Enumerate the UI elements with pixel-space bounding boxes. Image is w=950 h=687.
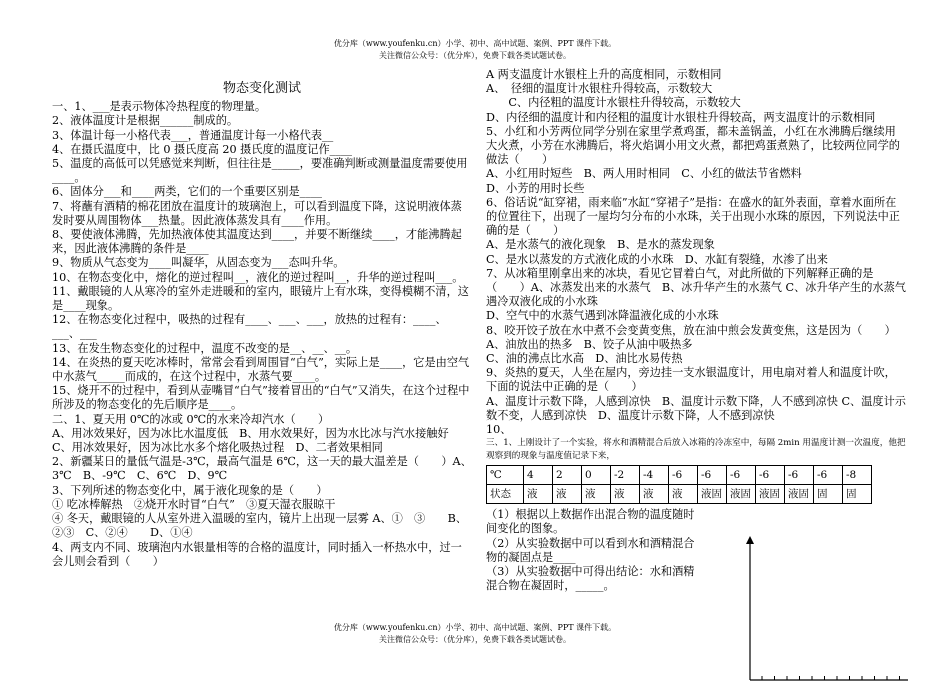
right-column	[486, 68, 906, 594]
left-line: 7、将蘸有酒精的棉花团放在温度计的玻璃泡上，可以看到温度下降，这说明液体蒸发时要从周围物体___热量。因此液体蒸发具有____作用。	[52, 199, 462, 227]
left-column	[52, 82, 472, 569]
table-cell: 液	[553, 485, 582, 504]
right-line: 8、咬开饺子放在水中煮不会变黄变焦，放在油中煎会发黄变焦，这是因为（ ）A、油放出的热多 B、饺子从油中吸热多	[486, 323, 896, 351]
left-line: 9、物质从气态变为____叫凝华，从固态变为___态叫升华。	[52, 256, 345, 270]
right-line: A 两支温度计水银柱上升的高度相同，示数相同	[486, 68, 722, 81]
blank-graph-axes	[710, 536, 910, 686]
sub-question: （2）从实验数据中可以看到水和酒精混合物的凝固点是____	[486, 536, 695, 564]
right-line: 9、炎热的夏天，人坐在屋内，旁边挂一支水银温度计，用电扇对着人和温度计吹，下面的说法中正确的是（ ）	[486, 366, 896, 394]
left-line: 15、烧开不的过程中，看到从壶嘴冒“白气”接着冒出的“白气”又消失，在这个过程中所涉及的物态变化的先后顺序是____。	[52, 384, 470, 412]
left-line: A、用冰效果好，因为冰比水温度低 B、用水效果好，因为水比冰与汽水接触好 C、用冰效果好，因为冰比水多个熔化吸热过程 D、二者效果相同	[52, 426, 460, 455]
right-line: D、内径细的温度计和内径粗的温度计水银柱升得较高，两支温度计的示数相同	[486, 110, 876, 124]
table-cell: 液	[582, 485, 611, 504]
right-line: A、 径细的温度计水银柱升得较高，示数较大	[486, 82, 713, 96]
table-cell: 液固	[785, 485, 814, 504]
experiment-intro: 三、1、上刚设计了一个实验，将水和酒精混合后放入冰箱的冷冻室中，每隔 2min 用温度计测一次温度，他把观察到的现象与温度值记录下来，	[486, 438, 906, 462]
right-line: D、空气中的水蒸气遇到冰降温液化成的小水珠	[486, 309, 719, 323]
table-cell: -4	[640, 466, 669, 485]
header-line-1: 优分库（www.youfenku.cn）小学、初中、高中试题、案例、PPT 课件下载。	[333, 39, 617, 48]
table-cell: -8	[843, 466, 872, 485]
table-cell: -6	[785, 466, 814, 485]
sub-question: （1）根据以上数据作出混合物的温度随时间变化的图象。	[486, 508, 695, 536]
table-cell: 液固	[756, 485, 785, 504]
table-cell: -6	[698, 466, 727, 485]
left-line: 3、体温计每一小格代表___，普通温度计每一小格代表__	[52, 128, 334, 142]
table-cell: 状态	[487, 485, 524, 504]
page-header	[0, 38, 950, 62]
table-cell: 4	[524, 466, 553, 485]
left-line: 二、1、夏天用 0℃的冰或 0℃的水来冷却汽水（ ）	[52, 412, 330, 426]
right-line: A、温度计示数下降，人感到凉快 B、温度计示数下降，人不感到凉快 C、温度计示数不变，人感到凉快 D、温度计示数下降，人不感到凉快	[486, 394, 906, 422]
right-line: 5、小红和小芳两位同学分别在家里学煮鸡蛋，都未盖锅盖，小红在水沸腾后继续用大火煮，小芳在水沸腾后，将火焰调小用文火煮，都把鸡蛋煮熟了，比较两位同学的做法（ ）	[486, 124, 900, 167]
right-line: 10、	[486, 423, 512, 437]
table-row-temperature	[487, 466, 872, 485]
right-line: D、小芳的用时长些	[486, 181, 585, 195]
right-line: A、小红用时短些 B、两人用时相同 C、小红的做法节省燃料	[486, 167, 802, 181]
table-cell: 液固	[727, 485, 756, 504]
table-cell: 液	[640, 485, 669, 504]
footer-line-1: 优分库（www.youfenku.cn）小学、初中、高中试题、案例、PPT 课件下载。	[333, 623, 617, 632]
table-cell: -6	[756, 466, 785, 485]
left-line: 3、下列所述的物态变化中，属于液化现象的是（ ）	[52, 483, 328, 497]
left-line: ④ 冬天，戴眼镜的人从室外进入温暖的室内，镜片上出现一层雾 A、① ③ B、②③ C、②④ D、①④	[52, 512, 467, 540]
table-cell: 2	[553, 466, 582, 485]
right-line: 7、从冰箱里刚拿出来的冰块，看见它冒着白气，对此所做的下列解释正确的是（ ）A、冰蒸发出来的水蒸气 B、冰升华产生的水蒸气 C、冰升华产生的水蒸气遇冷双液化成的小水珠	[486, 266, 906, 309]
left-line: 13、在发生物态变化的过程中，温度不改变的是__、__、__。	[52, 341, 358, 355]
table-cell: 0	[582, 466, 611, 485]
header-line-2: 关注微信公众号：（优分库），免费下载各类试题试卷。	[379, 51, 571, 60]
left-line: 8、要使液体沸腾，先加热液体使其温度达到____，并要不断继续____，才能沸腾起来，因此液体沸腾的条件是____	[52, 228, 462, 256]
left-line: 5、温度的高低可以凭感觉来判断，但往往是_____，要准确判断或测量温度需要使用____。	[52, 157, 468, 185]
left-line: ① 吃冰棒解热 ②烧开水时冒“白气” ③夏天湿衣服晾干	[52, 497, 336, 511]
y-axis-arrow	[746, 536, 754, 544]
left-line: 4、两支内不同、玻璃泡内水银量相等的合格的温度计，同时插入一杯热水中，过一会儿则会看到（ ）	[52, 540, 462, 568]
right-line: 6、俗话说“缸穿裙，雨来临”水缸“穿裙子”是指：在盛水的缸外表面，章着水面所在的位置往下，出现了一屋均匀分布的小水珠，关于出现小水珠的原因，下列说法中正确的是（ ）	[486, 195, 900, 238]
left-line: 6、固体分___和____两类，它们的一个重要区别是____	[52, 185, 323, 199]
page-title: 物态变化测试	[222, 81, 301, 96]
table-cell: -6	[669, 466, 698, 485]
table-cell: 液	[669, 485, 698, 504]
right-line: A、是水蒸气的液化现象 B、是水的蒸发现象	[486, 238, 715, 252]
sub-question: （3）从实验数据中可得出结论：水和酒精混合物在凝固时，_____。	[486, 565, 695, 593]
footer-line-2: 关注微信公众号：（优分库），免费下载各类试题试卷。	[379, 635, 571, 644]
left-line: 12、在物态变化过程中，吸热的过程有____、___、___，放热的过程有：____、___、___	[52, 313, 447, 341]
left-line: 11、戴眼镜的人从寒冷的室外走进暖和的室内，眼镜片上有水珠，变得模糊不清，这是____现象。	[52, 284, 469, 313]
table-cell: -6	[814, 466, 843, 485]
table-cell: 液固	[698, 485, 727, 504]
right-line: C、是水以蒸发的方式液化成的小水珠 D、水缸有裂缝，水渗了出来	[486, 252, 828, 266]
right-line: C、内径粗的温度计水银柱升得较高，示数较大	[486, 96, 741, 110]
table-row-state	[487, 485, 872, 504]
right-line: C、油的沸点比水高 D、油比水易传热	[486, 352, 683, 366]
table-cell: -6	[727, 466, 756, 485]
table-cell: 固	[814, 485, 843, 504]
table-cell: 液	[611, 485, 640, 504]
left-line: 14、在炎热的夏天吃冰棒时，常常会看到周围冒“白气”，实际上是____，它是由空气中水蒸气_____而成的，在这个过程中，水蒸气要____。	[52, 355, 470, 384]
left-line: 10、在物态变化中，熔化的逆过程叫__，液化的逆过程叫__，升华的逆过程叫___。	[52, 270, 464, 284]
table-cell: -2	[611, 466, 640, 485]
left-line: 4、在摄氏温度中，比 0 摄氏度高 20 摄氏度的温度记作____	[52, 142, 353, 156]
left-line: 一、1、___是表示物体冷热程度的物理量。	[52, 100, 267, 114]
table-cell: 固	[843, 485, 872, 504]
sub-questions	[486, 508, 701, 593]
left-line: 2、新疆某日的量低气温是-3℃，最高气温是 6℃，这一天的最大温差是（ ）A、3℃ B、-9℃ C、6℃ D、9℃	[52, 455, 472, 483]
data-table	[486, 465, 872, 504]
left-line: 2、液体温度计是根据______制成的。	[52, 114, 239, 128]
table-cell: ℃	[487, 466, 524, 485]
table-cell: 液	[524, 485, 553, 504]
